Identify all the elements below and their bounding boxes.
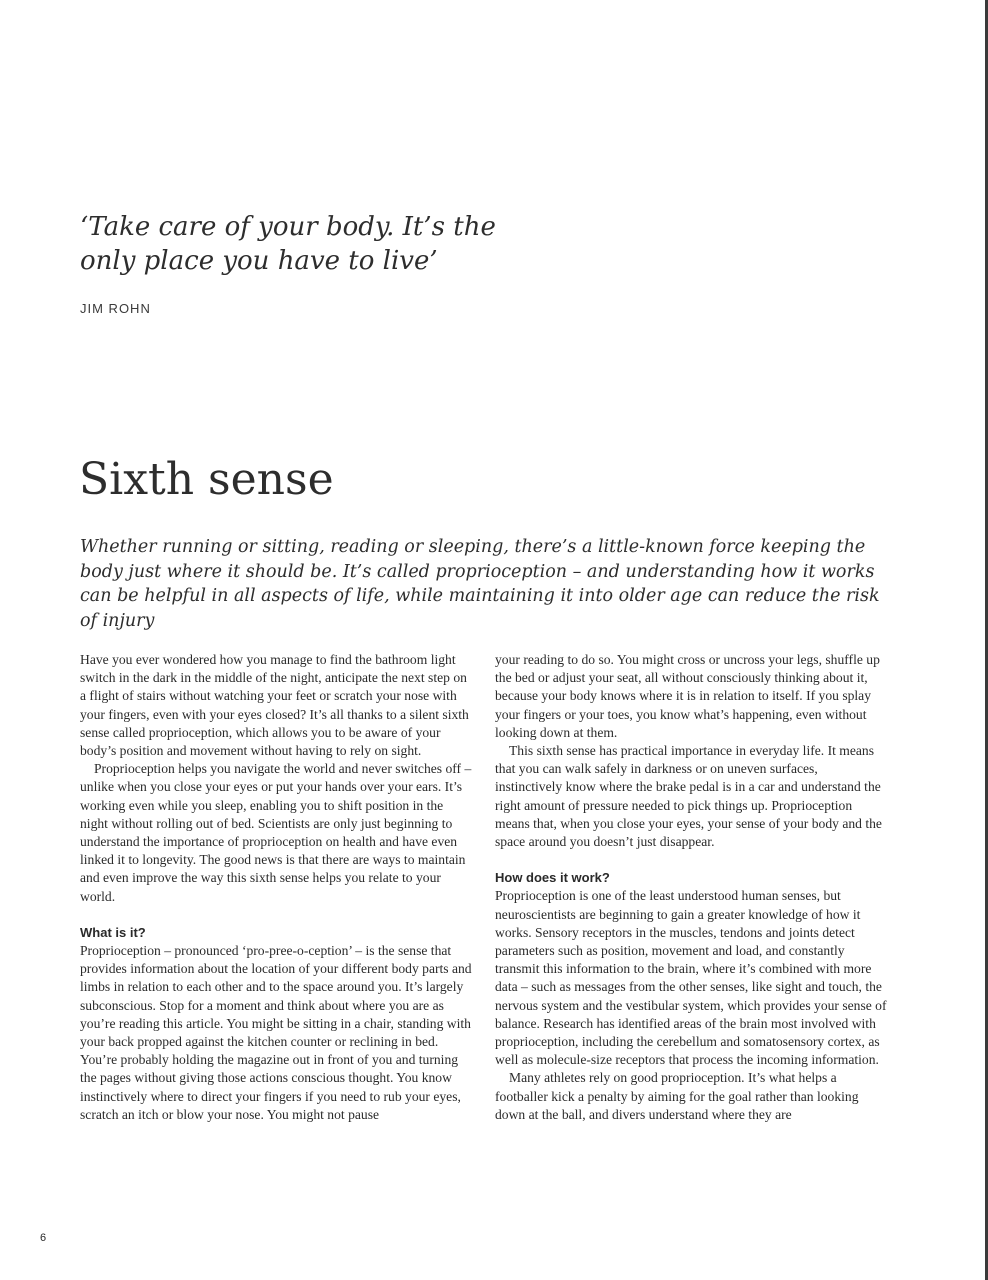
article-standfirst: Whether running or sitting, reading or sleeping, there’s a little-known force keeping the body just where it should be. It’s called proprioception – and understanding how it works can be helpful in all aspects of life, while maintaining it into older age can reduce the risk of injury bbox=[80, 537, 880, 631]
article-title: Sixth sense bbox=[79, 454, 334, 505]
body-paragraph: Proprioception helps you navigate the world and never switches off – unlike when you close your eyes or put your hands over your ears. It’s working even while you sleep, enabling you to shift position in the night without rolling out of bed. Scientists are only just beginning to understand the importance of proprioception on health and have even linked it to longevity. The good news is that there are ways to maintain and even improve the way this sixth sense helps you relate to your world. bbox=[80, 761, 472, 904]
body-paragraph: Proprioception – pronounced ‘pro-pree-o-ception’ – is the sense that provides information about the location of your different body parts and limbs in relation to each other and to the space around you. It’s largely subconscious. Stop for a moment and think about where you are as you’re reading this article. You might be sitting in a chair, standing with your back propped against the kitchen counter or reclining in bed. You’re probably holding the magazine out in front of you and turning the pages without giving those actions conscious thought. You know instinctively where to direct your fingers if you need to rub your eyes, scratch an itch or blow your nose. You might not pause bbox=[80, 943, 472, 1122]
body-paragraph: This sixth sense has practical importance in everyday life. It means that you can walk safely in darkness or on uneven surfaces, instinctively know where the brake pedal is in a car and understand the right amount of pressure needed to pick things up. Proprioception means that, when you close your eyes, your sense of your body and the space around you doesn’t just disappear. bbox=[495, 743, 882, 850]
body-paragraph: Proprioception is one of the least understood human senses, but neuroscientists are beginning to gain a greater knowledge of how it works. Sensory receptors in the muscles, tendons and joints detect parameters such as position, movement and load, and constantly transmit this information to the brain, where it’s combined with more data – such as messages from the other senses, like sight and touch, the nervous system and the vestibular system, which provides your sense of balance. Research has identified areas of the brain most involved with proprioception, including the cerebellum and somatosensory cortex, as well as molecule-size receptors that process the incoming information. bbox=[495, 888, 887, 1068]
quote-author: JIM ROHN bbox=[80, 301, 151, 316]
section-heading-what-is-it: What is it? bbox=[80, 924, 146, 940]
section-heading-how-does-it-work: How does it work? bbox=[495, 870, 610, 886]
body-paragraph: your reading to do so. You might cross or uncross your legs, shuffle up the bed or adjust your seat, all without consciously thinking about it, because your body knows where it is in relation to itself. If you splay your fingers or your toes, you know what’s happening, even without looking down at them. bbox=[495, 652, 880, 740]
page-number: 6 bbox=[40, 1232, 47, 1244]
pull-quote: ‘Take care of your body. It’s the only place you have to live’ bbox=[80, 212, 496, 276]
right-column bbox=[495, 651, 887, 1124]
body-paragraph: Have you ever wondered how you manage to find the bathroom light switch in the dark in the middle of the night, anticipate the next step on a flight of stairs without watching your feet or scratch your nose with your fingers, even with your eyes closed? It’s all thanks to a silent sixth sense called proprioception, which allows you to be aware of your body’s position and movement without having to rely on sight. bbox=[80, 652, 469, 759]
left-column bbox=[80, 651, 472, 1124]
body-paragraph: Many athletes rely on good proprioception. It’s what helps a footballer kick a penalty by aiming for the goal rather than looking down at the ball, and divers understand where they are bbox=[495, 1070, 859, 1122]
